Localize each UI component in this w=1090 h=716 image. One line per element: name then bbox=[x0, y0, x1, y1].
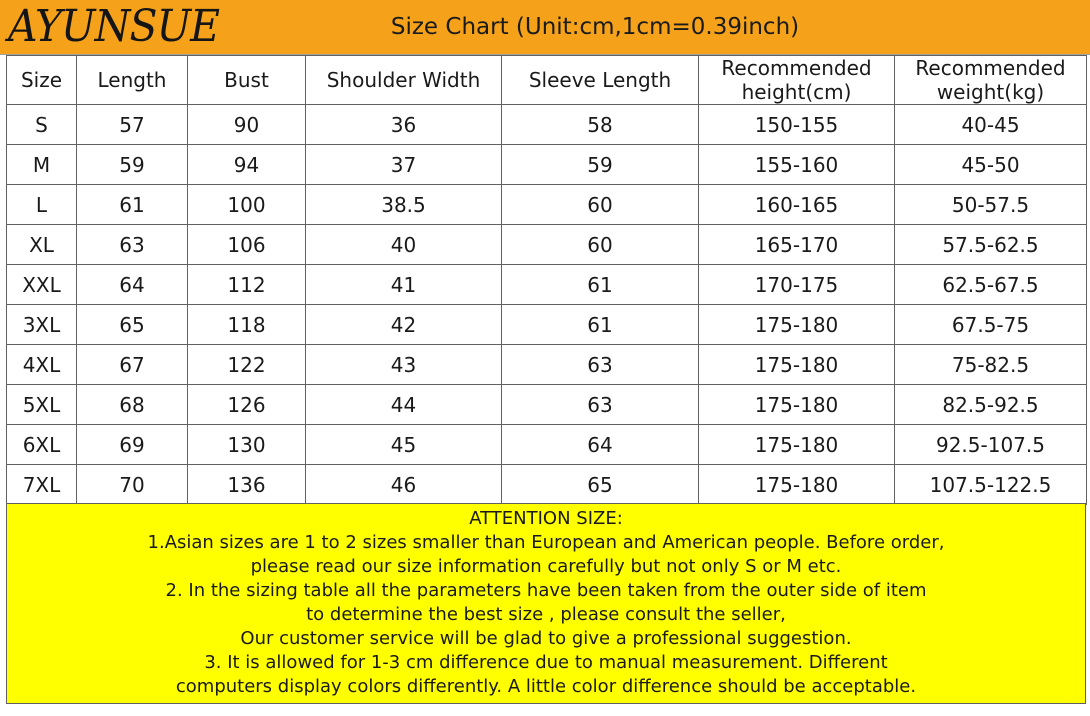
table-cell: 126 bbox=[188, 385, 306, 425]
table-cell: 59 bbox=[77, 145, 188, 185]
table-cell: 59 bbox=[502, 145, 699, 185]
table-cell: 38.5 bbox=[306, 185, 502, 225]
table-cell: 175-180 bbox=[699, 345, 895, 385]
table-cell: 63 bbox=[502, 385, 699, 425]
table-row bbox=[7, 465, 1087, 505]
brand-logo: AYUNSUE bbox=[8, 1, 220, 52]
table-cell: 61 bbox=[502, 265, 699, 305]
table-cell: XXL bbox=[7, 265, 77, 305]
table-cell: 165-170 bbox=[699, 225, 895, 265]
table-cell: M bbox=[7, 145, 77, 185]
table-cell: 42 bbox=[306, 305, 502, 345]
table-cell: 112 bbox=[188, 265, 306, 305]
notice-line: 3. It is allowed for 1-3 cm difference due to manual measurement. Different bbox=[204, 652, 888, 673]
table-cell: 5XL bbox=[7, 385, 77, 425]
table-cell: 41 bbox=[306, 265, 502, 305]
table-row bbox=[7, 345, 1087, 385]
table-cell: 82.5-92.5 bbox=[895, 385, 1087, 425]
column-header-shoulder-width: Shoulder Width bbox=[306, 56, 502, 105]
column-header-bust: Bust bbox=[188, 56, 306, 105]
table-cell: 122 bbox=[188, 345, 306, 385]
table-cell: 62.5-67.5 bbox=[895, 265, 1087, 305]
table-cell: 94 bbox=[188, 145, 306, 185]
attention-notice bbox=[6, 503, 1086, 704]
table-row bbox=[7, 385, 1087, 425]
notice-line: 2. In the sizing table all the parameters have been taken from the outer side of item bbox=[165, 580, 927, 601]
notice-line: 1.Asian sizes are 1 to 2 sizes smaller than European and American people. Before order, bbox=[147, 532, 945, 553]
column-header-length: Length bbox=[77, 56, 188, 105]
column-header-recommended-height: Recommended height(cm) bbox=[699, 56, 895, 105]
notice-heading: ATTENTION SIZE: bbox=[469, 508, 623, 529]
table-cell: 175-180 bbox=[699, 465, 895, 505]
table-cell: 44 bbox=[306, 385, 502, 425]
table-cell: 58 bbox=[502, 105, 699, 145]
table-body bbox=[7, 105, 1087, 505]
table-cell: 136 bbox=[188, 465, 306, 505]
column-header-sleeve-length: Sleeve Length bbox=[502, 56, 699, 105]
table-cell: 155-160 bbox=[699, 145, 895, 185]
table-row bbox=[7, 105, 1087, 145]
table-cell: 64 bbox=[502, 425, 699, 465]
table-cell: 67 bbox=[77, 345, 188, 385]
table-cell: 175-180 bbox=[699, 425, 895, 465]
table-cell: 40 bbox=[306, 225, 502, 265]
table-cell: 175-180 bbox=[699, 305, 895, 345]
table-cell: S bbox=[7, 105, 77, 145]
table-cell: 170-175 bbox=[699, 265, 895, 305]
table-cell: 60 bbox=[502, 225, 699, 265]
table-cell: 175-180 bbox=[699, 385, 895, 425]
table-cell: 92.5-107.5 bbox=[895, 425, 1087, 465]
table-cell: 64 bbox=[77, 265, 188, 305]
table-cell: 63 bbox=[502, 345, 699, 385]
notice-line: to determine the best size , please consult the seller, bbox=[306, 604, 786, 625]
table-cell: 100 bbox=[188, 185, 306, 225]
table-cell: 61 bbox=[502, 305, 699, 345]
table-cell: 69 bbox=[77, 425, 188, 465]
table-cell: 106 bbox=[188, 225, 306, 265]
table-row bbox=[7, 425, 1087, 465]
table-cell: 90 bbox=[188, 105, 306, 145]
table-cell: 160-165 bbox=[699, 185, 895, 225]
table-row bbox=[7, 185, 1087, 225]
table-cell: 130 bbox=[188, 425, 306, 465]
table-cell: 68 bbox=[77, 385, 188, 425]
table-cell: 4XL bbox=[7, 345, 77, 385]
notice-line: computers display colors differently. A little color difference should be acceptable. bbox=[175, 676, 917, 697]
table-cell: XL bbox=[7, 225, 77, 265]
table-cell: 75-82.5 bbox=[895, 345, 1087, 385]
table-cell: 7XL bbox=[7, 465, 77, 505]
table-cell: 50-57.5 bbox=[895, 185, 1087, 225]
table-cell: 60 bbox=[502, 185, 699, 225]
column-header-size: Size bbox=[7, 56, 77, 105]
table-cell: 70 bbox=[77, 465, 188, 505]
header-bar bbox=[0, 0, 1090, 55]
table-cell: 45-50 bbox=[895, 145, 1087, 185]
table-cell: 107.5-122.5 bbox=[895, 465, 1087, 505]
table-cell: 150-155 bbox=[699, 105, 895, 145]
notice-line: please read our size information carefully but not only S or M etc. bbox=[250, 556, 842, 577]
table-cell: 65 bbox=[77, 305, 188, 345]
table-header-row bbox=[7, 56, 1087, 105]
table-cell: 40-45 bbox=[895, 105, 1087, 145]
table-cell: 43 bbox=[306, 345, 502, 385]
table-cell: 63 bbox=[77, 225, 188, 265]
table-cell: L bbox=[7, 185, 77, 225]
table-cell: 61 bbox=[77, 185, 188, 225]
size-table bbox=[6, 55, 1087, 505]
table-cell: 67.5-75 bbox=[895, 305, 1087, 345]
table-row bbox=[7, 265, 1087, 305]
notice-line: Our customer service will be glad to give a professional suggestion. bbox=[240, 628, 852, 649]
table-cell: 45 bbox=[306, 425, 502, 465]
table-cell: 57.5-62.5 bbox=[895, 225, 1087, 265]
table-cell: 65 bbox=[502, 465, 699, 505]
table-cell: 37 bbox=[306, 145, 502, 185]
table-cell: 36 bbox=[306, 105, 502, 145]
table-row bbox=[7, 305, 1087, 345]
table-row bbox=[7, 145, 1087, 185]
table-row bbox=[7, 225, 1087, 265]
table-cell: 6XL bbox=[7, 425, 77, 465]
table-cell: 118 bbox=[188, 305, 306, 345]
table-cell: 57 bbox=[77, 105, 188, 145]
table-cell: 46 bbox=[306, 465, 502, 505]
chart-title: Size Chart (Unit:cm,1cm=0.39inch) bbox=[390, 14, 800, 40]
column-header-recommended-weight: Recommended weight(kg) bbox=[895, 56, 1087, 105]
table-cell: 3XL bbox=[7, 305, 77, 345]
